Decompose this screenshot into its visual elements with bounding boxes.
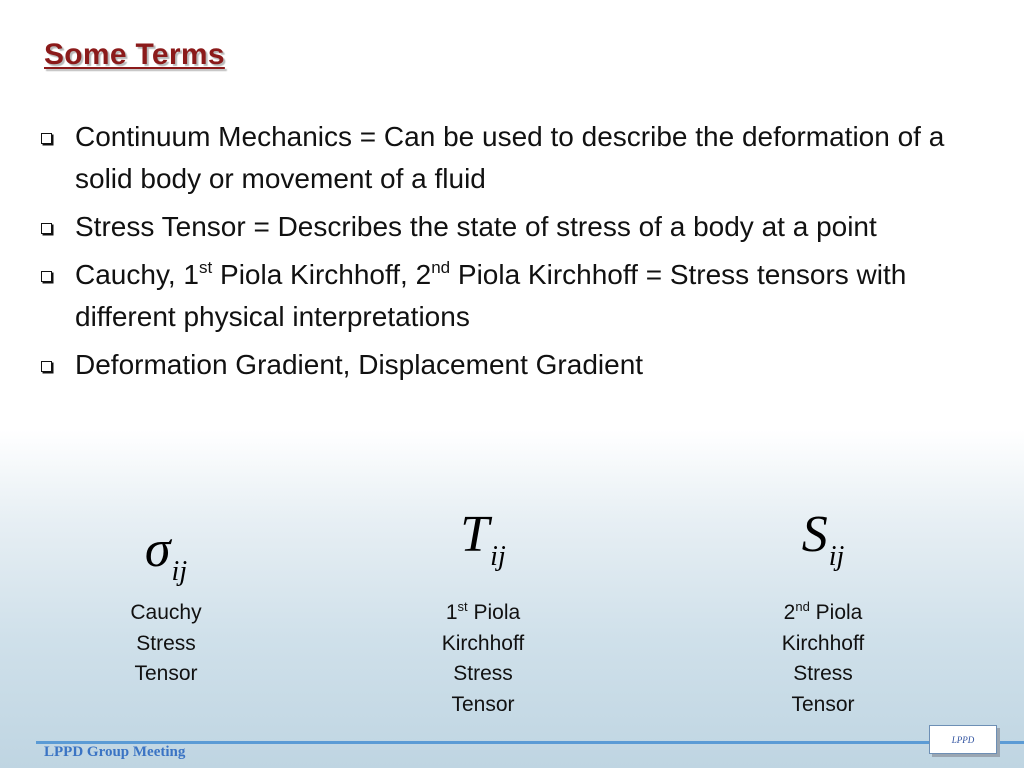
symbol-glyph: S <box>801 506 828 563</box>
bullet-list <box>38 116 998 392</box>
caption-line: Stress <box>136 631 196 655</box>
symbol-glyph: σ <box>144 521 171 578</box>
ordinal-suffix: nd <box>431 258 451 277</box>
cauchy-tensor-block <box>76 520 256 690</box>
caption-line: Kirchhoff <box>781 631 865 655</box>
slide-title: Some Terms <box>44 38 225 71</box>
caption-line: Tensor <box>791 692 855 716</box>
footer-label: LPPD Group Meeting <box>44 744 186 760</box>
square-bullet-icon <box>41 271 52 282</box>
tensor-symbol <box>393 505 573 598</box>
lppd-logo <box>929 725 997 754</box>
square-bullet-icon <box>41 361 52 372</box>
bullet-text: Stress Tensor = Describes the state of stress of a body at a point <box>75 211 877 242</box>
symbol-subscript: ij <box>490 541 506 572</box>
caption-line <box>393 598 573 629</box>
symbol-glyph: T <box>460 506 490 563</box>
caption-line: Stress <box>793 662 853 685</box>
bullet-item <box>38 116 998 200</box>
tensor-caption <box>733 598 913 720</box>
bullet-text: Piola Kirchhoff, 2 <box>212 259 432 290</box>
ordinal-number: 1 <box>445 601 458 624</box>
bullet-item <box>38 206 998 248</box>
caption-text: Piola <box>809 601 863 624</box>
caption-line: Stress <box>453 662 513 685</box>
square-bullet-icon <box>41 223 52 234</box>
caption-line <box>733 598 913 629</box>
bullet-item <box>38 254 998 338</box>
tensor-symbol <box>76 520 256 598</box>
first-piola-tensor-block <box>393 505 573 720</box>
caption-line: Tensor <box>451 692 515 716</box>
tensor-symbol <box>733 505 913 598</box>
bullet-text: Piola Kirchhoff = Stress tensors with different physical interpretations <box>75 259 907 332</box>
ordinal-suffix: st <box>457 599 468 614</box>
bullet-text: Deformation Gradient, Displacement Gradient <box>75 349 644 380</box>
caption-text: Piola <box>467 601 521 624</box>
tensor-caption <box>76 598 256 690</box>
bullet-item <box>38 344 998 386</box>
caption-line: Cauchy <box>130 601 202 624</box>
tensor-caption <box>393 598 573 720</box>
ordinal-number: 2 <box>783 601 796 624</box>
caption-line: Tensor <box>134 662 198 685</box>
logo-text: LPPD <box>951 734 975 745</box>
ordinal-suffix: nd <box>795 599 810 614</box>
second-piola-tensor-block <box>733 505 913 720</box>
symbol-subscript: ij <box>171 556 188 587</box>
bullet-text: Continuum Mechanics = Can be used to describe the deformation of a solid body or movement of a fluid <box>75 121 945 194</box>
symbol-subscript: ij <box>828 541 845 572</box>
square-bullet-icon <box>41 133 52 144</box>
ordinal-suffix: st <box>199 258 213 277</box>
bullet-text: Cauchy, 1 <box>75 259 199 290</box>
caption-line: Kirchhoff <box>441 631 525 655</box>
